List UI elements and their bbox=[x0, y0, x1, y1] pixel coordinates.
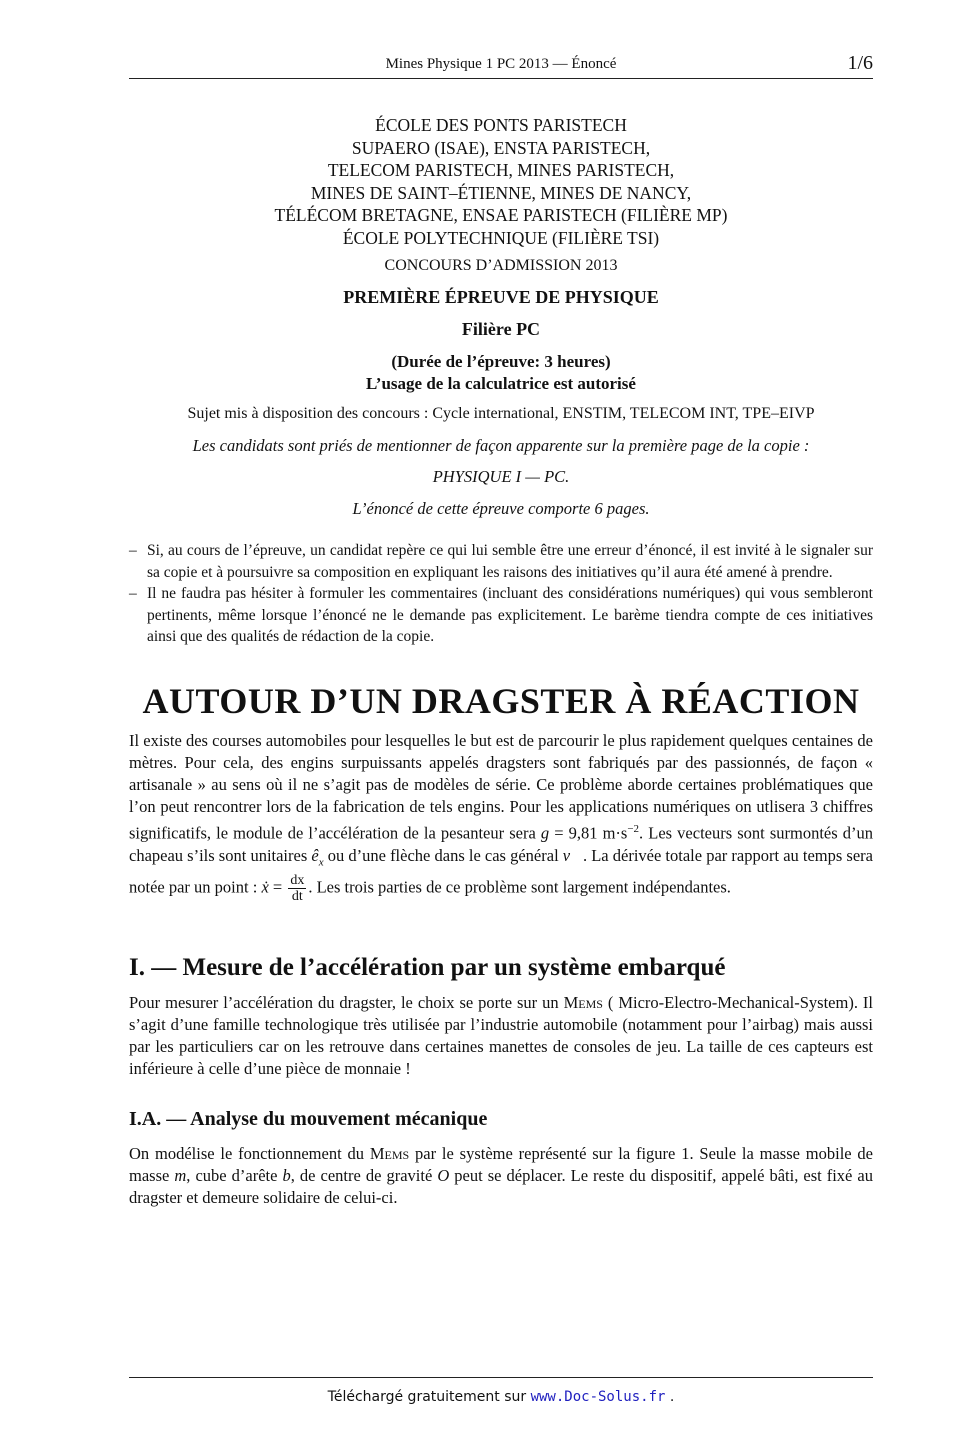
duration-block bbox=[129, 351, 873, 395]
instruction-text: Il ne faudra pas hésiter à formuler les commentaires (incluant des considérations numériques) qui vous sembleront pertinents, même lorsque l’énoncé ne le demande pas explicitement. Le barème tiendra compte de ces initiatives ainsi que des qualités de rédaction de la copie. bbox=[147, 585, 873, 645]
section-1-paragraph bbox=[129, 992, 873, 1080]
section-1a-title: I.A. — Analyse du mouvement mécanique bbox=[129, 1108, 488, 1130]
fraction-numerator: dx bbox=[290, 872, 305, 888]
epreuve-title: PREMIÈRE ÉPREUVE DE PHYSIQUE bbox=[343, 287, 659, 307]
math-fraction bbox=[288, 873, 306, 904]
text-run: Pour mesurer l’accélération du dragster, le choix se porte sur un bbox=[129, 993, 564, 1012]
mems-term: Mems bbox=[369, 1144, 410, 1163]
text-run: peut se déplacer. Le reste du dispositif, appelé bâti, est fixé au dragster et demeure solidaire de celui-ci. bbox=[129, 1166, 873, 1207]
pages-count: L’énoncé de cette épreuve comporte 6 pages. bbox=[352, 499, 650, 518]
text-run: ou d’une flèche dans le cas général bbox=[323, 845, 563, 865]
footer-divider bbox=[129, 1377, 873, 1378]
main-title: AUTOUR D’UN DRAGSTER À RÉACTION bbox=[142, 681, 860, 721]
header-title: Mines Physique 1 PC 2013 — Énoncé bbox=[385, 56, 617, 72]
text-run: par le système représenté sur la figure 1. Seule la masse mobile de masse bbox=[129, 1144, 874, 1185]
footer-text: Téléchargé gratuitement sur bbox=[327, 1389, 531, 1405]
text-run: On modélise le fonctionnement du bbox=[129, 1144, 370, 1163]
instruction-text: Si, au cours de l’épreuve, un candidat repère ce qui lui semble être une erreur d’énoncé, il est invité à le signaler sur sa copie et à poursuivre sa composition en expliquant les raisons des initiatives qu’il aura été amené à prendre. bbox=[147, 542, 873, 581]
candidates-instruction: Les candidats sont priés de mentionner de façon apparente sur la première page de la copie : bbox=[192, 436, 810, 455]
school-line: ÉCOLE POLYTECHNIQUE (FILIÈRE TSI) bbox=[342, 227, 660, 248]
filiere-label: Filière PC bbox=[461, 319, 541, 339]
dash-bullet: – bbox=[129, 542, 137, 559]
math-b: b bbox=[282, 1166, 291, 1185]
math-O: O bbox=[437, 1166, 450, 1185]
duration-text: (Durée de l’épreuve: 3 heures) bbox=[391, 352, 611, 371]
school-list bbox=[129, 114, 873, 249]
text-run: , de centre de gravité bbox=[290, 1166, 438, 1185]
instructions-list bbox=[129, 540, 873, 648]
list-item bbox=[129, 583, 873, 648]
fraction-denominator: dt bbox=[291, 888, 303, 904]
math-subscript: x bbox=[318, 855, 324, 868]
section-1-title: I. — Mesure de l’accélération par un système embarqué bbox=[129, 954, 726, 981]
math-exponent: −2 bbox=[627, 823, 640, 835]
footer-suffix: . bbox=[665, 1389, 675, 1405]
list-item bbox=[129, 540, 873, 583]
concours-label: CONCOURS D’ADMISSION 2013 bbox=[384, 257, 618, 274]
math-g: g bbox=[540, 823, 550, 843]
text-run: . La dérivée totale par rapport au temps sera notée par un point : bbox=[129, 845, 873, 897]
section-1a-paragraph bbox=[129, 1143, 873, 1209]
text-run: . Les vecteurs sont surmontés d’un chapeau s’ils sont unitaires bbox=[129, 823, 874, 865]
math-vector: v⃗ bbox=[562, 845, 583, 865]
text-run: . Les trois parties de ce problème sont largement indépendantes. bbox=[308, 877, 731, 897]
sujet-text: Sujet mis à disposition des concours : Cycle international, ENSTIM, TELECOM INT, TPE–EIVP bbox=[187, 405, 815, 422]
text-run: = 9,81 m·s bbox=[549, 823, 628, 843]
math-unit-vector: ê bbox=[311, 845, 319, 865]
physique-label: PHYSIQUE I — PC. bbox=[432, 467, 570, 486]
dash-bullet: – bbox=[129, 585, 137, 602]
school-line: TÉLÉCOM BRETAGNE, ENSAE PARISTECH (FILIÈRE MP) bbox=[274, 205, 728, 225]
school-line: SUPAERO (ISAE), ENSTA PARISTECH, bbox=[351, 137, 651, 158]
school-line: ÉCOLE DES PONTS PARISTECH bbox=[375, 115, 627, 135]
math-xdot: ẋ bbox=[261, 877, 269, 897]
doc-solus-link[interactable]: www.Doc-Solus.fr bbox=[530, 1389, 666, 1405]
school-line: MINES DE SAINT–ÉTIENNE, MINES DE NANCY, bbox=[310, 182, 692, 203]
school-line: TELECOM PARISTECH, MINES PARISTECH, bbox=[327, 160, 675, 180]
text-run: ( Micro-Electro-Mechanical-System). Il s’agit d’une famille technologique très utilisée par l’industrie automobile (notamment pour l’airbag) mais aussi par les particuliers car on les retrouve dans certaines manettes de consoles de jeu. La taille de ces capteurs est inférieure à celle d’une pièce de monnaie ! bbox=[129, 993, 873, 1078]
intro-paragraph bbox=[129, 730, 873, 904]
page-footer bbox=[129, 1389, 873, 1405]
page-number: 1/6 bbox=[847, 52, 873, 74]
text-run: = bbox=[268, 877, 287, 897]
page-header bbox=[129, 54, 873, 79]
text-run: , cube d’arête bbox=[186, 1166, 283, 1185]
calculator-text: L’usage de la calculatrice est autorisé bbox=[366, 374, 636, 393]
text-run: Il existe des courses automobiles pour lesquelles le but est de parcourir le plus rapidement quelques centaines de mètres. Pour cela, des engins surpuissants appelés dragsters sont fabriqués par des passionnés, de façon « artisanale » au sens où il ne s’agit pas de modèles de série. Ce problème aborde certaines problématiques que l’on peut rencontrer lors de la fabrication de tels engins. Pour les applications numériques on utlisera 3 chiffres significatifs, le module de l’accélération de la pesanteur sera bbox=[129, 731, 873, 843]
math-m: m bbox=[174, 1166, 187, 1185]
mems-term: Mems bbox=[563, 993, 603, 1012]
